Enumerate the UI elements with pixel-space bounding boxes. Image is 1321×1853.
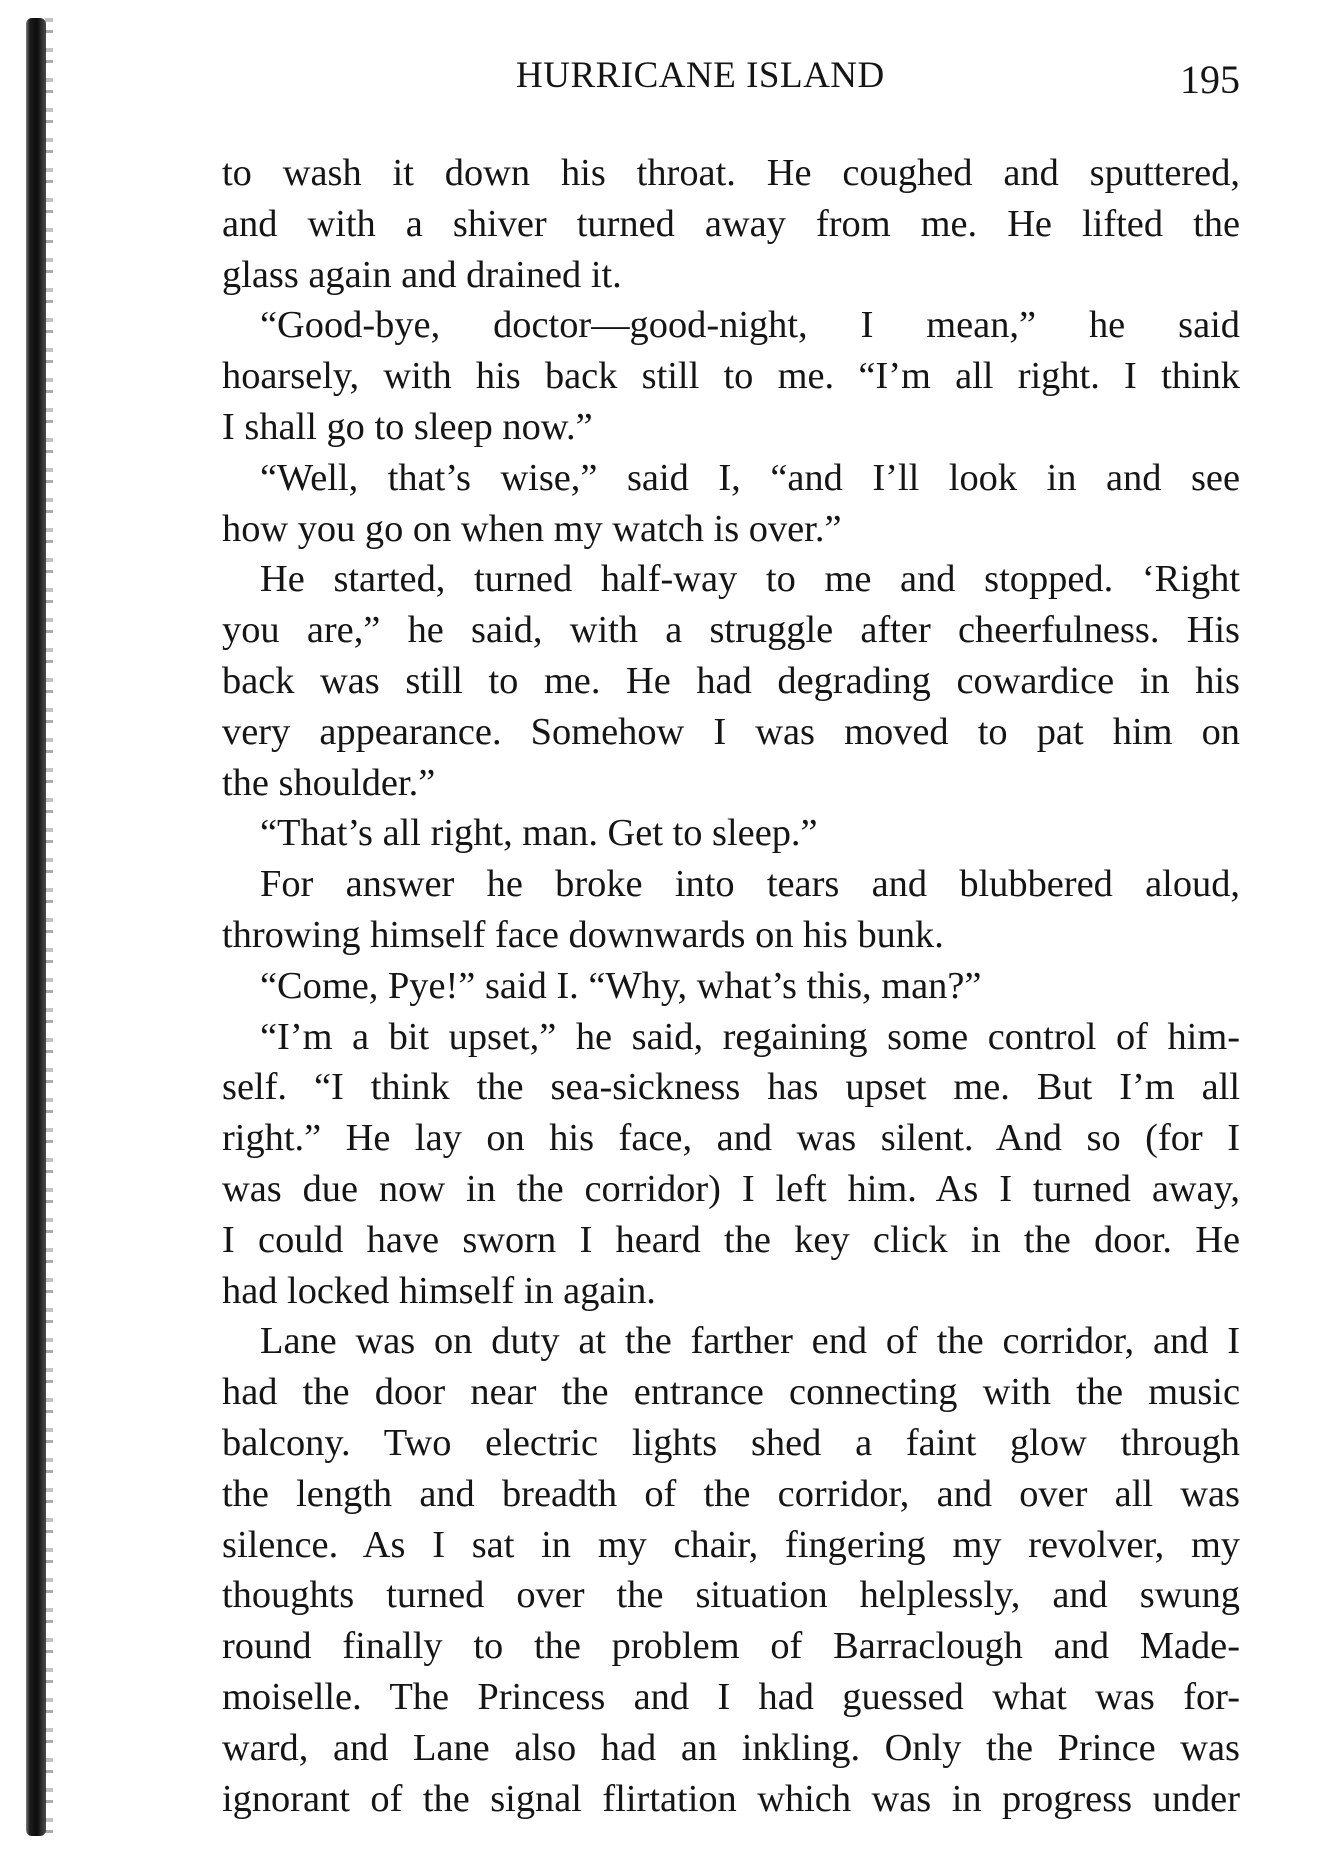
text-line: ignorant of the signal flirtation which was in progress under (222, 1777, 1240, 1820)
text-line: had the door near the entrance connecting with the music (222, 1371, 1240, 1414)
text-line: hoarsely, with his back still to me. “I’m all right. I think (222, 355, 1240, 398)
book-page-text (222, 148, 1240, 1824)
text-line: to wash it down his throat. He coughed and sputtered, (222, 152, 1240, 194)
text-line: moiselle. The Princess and I had guessed what was for- (222, 1675, 1240, 1718)
text-line: had locked himself in again. (222, 1269, 656, 1312)
text-line: the length and breadth of the corridor, and over all was (222, 1472, 1240, 1515)
text-line: and with a shiver turned away from me. He lifted the (222, 202, 1240, 245)
page-number: 195 (1180, 57, 1240, 102)
running-title: HURRICANE ISLAND (516, 55, 885, 96)
text-line: right.” He lay on his face, and was silent. And so (for I (222, 1117, 1240, 1160)
text-line: I could have sworn I heard the key click in the door. He (222, 1218, 1240, 1261)
page-binding-edge (26, 18, 46, 1836)
text-line: glass again and drained it. (222, 253, 622, 296)
text-line: how you go on when my watch is over.” (222, 507, 842, 550)
text-line: was due now in the corridor) I left him. As I turned away, (222, 1167, 1240, 1210)
text-line: throwing himself face downwards on his bunk. (222, 913, 944, 956)
text-line: ward, and Lane also had an inkling. Only the Prince was (222, 1726, 1240, 1769)
text-line: Lane was on duty at the farther end of the corridor, and I (260, 1320, 1240, 1363)
running-header (222, 48, 1240, 102)
text-line: thoughts turned over the situation helplessly, and swung (222, 1574, 1240, 1617)
text-line: For answer he broke into tears and blubbered aloud, (260, 863, 1240, 906)
text-line: the shoulder.” (222, 761, 436, 804)
text-line: “Well, that’s wise,” said I, “and I’ll look in and see (260, 456, 1240, 499)
text-line: I shall go to sleep now.” (222, 405, 593, 448)
text-line: “Good-bye, doctor—good-night, I mean,” he said (260, 304, 1240, 347)
text-line: “Come, Pye!” said I. “Why, what’s this, man?” (260, 964, 982, 1007)
text-line: round finally to the problem of Barraclough and Made- (222, 1625, 1240, 1668)
text-line: you are,” he said, with a struggle after cheerfulness. His (222, 609, 1240, 652)
text-line: back was still to me. He had degrading cowardice in his (222, 659, 1240, 702)
text-line: He started, turned half-way to me and stopped. ‘Right (260, 558, 1240, 601)
text-line: “That’s all right, man. Get to sleep.” (260, 812, 818, 855)
text-line: silence. As I sat in my chair, fingering my revolver, my (222, 1523, 1240, 1566)
text-line: self. “I think the sea-sickness has upset me. But I’m all (222, 1066, 1240, 1109)
text-line: balcony. Two electric lights shed a faint glow through (222, 1421, 1240, 1464)
text-line: very appearance. Somehow I was moved to pat him on (222, 710, 1240, 753)
text-line: “I’m a bit upset,” he said, regaining some control of him- (260, 1015, 1240, 1058)
